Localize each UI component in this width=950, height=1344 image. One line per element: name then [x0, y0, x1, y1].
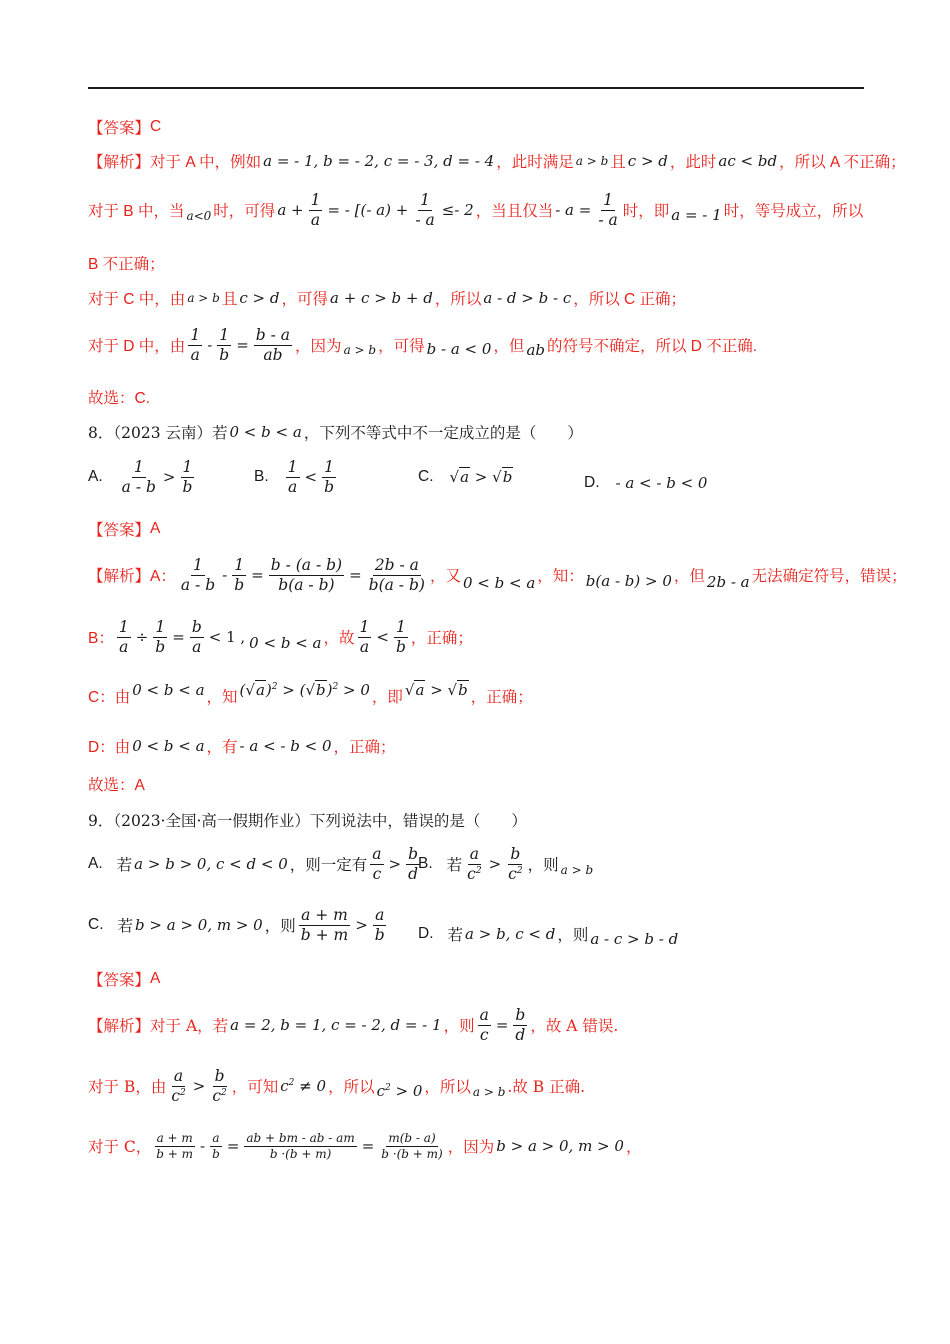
- q7-analysis-b: [88, 188, 890, 232]
- question-text: ，下列不等式中不一定成立的是（ ）: [303, 424, 583, 442]
- analysis-text: ，因为: [447, 1138, 495, 1156]
- analysis-text: 且: [610, 154, 626, 171]
- math-expr: $(√a)^2 > (√b)^2 > 0$: [239, 681, 370, 699]
- math-expr: b > a > 0, m > 0: [135, 916, 263, 935]
- math-expr: a +: [277, 201, 304, 219]
- math-expr: >: [192, 1077, 206, 1095]
- analysis-text: ，正确；: [410, 629, 473, 647]
- q8-option-b: [254, 458, 339, 496]
- option-text: 若: [116, 856, 133, 875]
- fraction: $\frac{1}{b}$: [182, 458, 193, 496]
- math-expr: >: [355, 916, 368, 935]
- math-expr: ≤- 2: [441, 201, 474, 219]
- fraction: $\frac{b}{c^2}$: [508, 845, 523, 883]
- math-expr: <: [304, 468, 318, 487]
- analysis-text: .故 B 正确.: [507, 1078, 586, 1096]
- analysis-label: D：: [88, 739, 115, 756]
- fraction: $\frac{1}{a}$: [118, 617, 129, 656]
- q8-analysis-a: [88, 550, 907, 600]
- analysis-label: B：: [88, 630, 114, 647]
- fraction: $\frac{a}{b}$: [374, 906, 385, 944]
- fraction: $\frac{1}{a}$: [287, 458, 298, 496]
- analysis-text: ，知：: [537, 567, 584, 585]
- math-expr: c > d: [627, 152, 668, 170]
- analysis-text: ，故 A 错误.: [530, 1017, 619, 1035]
- fraction: $\frac{1}{b}$: [155, 617, 166, 656]
- q8-option-a: [88, 458, 197, 496]
- q8-analysis-b: [88, 614, 890, 660]
- analysis-text: ，正确；: [470, 688, 533, 706]
- math-expr: ac < bd: [718, 152, 778, 170]
- math-expr: a > b > 0, c < d < 0: [134, 855, 288, 874]
- math-expr: 0 < b < a: [132, 737, 205, 755]
- answer-tag: 【答案】: [88, 522, 151, 539]
- fraction: $\frac{a}{c}$: [372, 845, 382, 883]
- option-label: B.: [254, 468, 269, 486]
- fraction: $\frac{1}{- a}$: [415, 190, 435, 229]
- q7-choose: [88, 386, 890, 408]
- option-label: C.: [88, 916, 104, 934]
- fraction: $\frac{ab + bm - ab - am}{b \cdot(b + m)}$: [246, 1131, 355, 1161]
- q8-option-d: [584, 474, 709, 492]
- math-expr: - a < - b < 0: [615, 474, 708, 492]
- analysis-text: ，此时: [669, 154, 717, 171]
- fraction: $\frac{1}{a}$: [359, 617, 370, 656]
- math-expr: a > b: [343, 343, 377, 357]
- question-text: 9．（2023·全国·高一假期作业）下列说法中，错误的是（ ）: [88, 812, 527, 830]
- q9-option-d: [418, 920, 680, 948]
- math-expr: b > a > 0, m > 0: [496, 1137, 624, 1155]
- fraction: $\frac{1}{a}$: [310, 190, 321, 229]
- analysis-text: 对于 D 中，由: [88, 338, 186, 355]
- analysis-text: 由: [114, 688, 131, 706]
- analysis-text: ，所以: [434, 291, 482, 308]
- analysis-text: 时，等号成立，所以: [723, 203, 864, 220]
- analysis-text: 无法确定符号，错误；: [751, 567, 907, 585]
- analysis-text: ，因为: [295, 338, 342, 355]
- answer-tag: 【答案】: [88, 120, 151, 137]
- math-expr: -: [200, 1137, 206, 1155]
- analysis-text: ，则: [443, 1017, 475, 1035]
- analysis-text: 且: [221, 291, 238, 308]
- math-expr: >: [162, 468, 176, 487]
- fraction: $\frac{b - (a - b)}{b(a - b)}$: [270, 555, 343, 594]
- math-expr: a + c > b + d: [329, 289, 433, 307]
- fraction: $\frac{1}{- a}$: [598, 190, 618, 229]
- analysis-text: 对于 A，若: [150, 1017, 229, 1035]
- fraction: $\frac{b}{d}$: [515, 1005, 526, 1044]
- option-label: A.: [88, 855, 103, 873]
- fraction: $\frac{b}{a}$: [191, 617, 202, 656]
- math-expr: a > b: [187, 291, 220, 305]
- q9-stem: [88, 809, 890, 831]
- option-label: D.: [418, 925, 434, 942]
- choose-text: 故选：A: [88, 777, 145, 794]
- option-label: B.: [418, 855, 433, 873]
- fraction: $\frac{1}{a - b}$: [180, 555, 216, 594]
- math-expr: a = 2, b = 1, c = - 2, d = - 1: [230, 1016, 442, 1034]
- q8-analysis-d: [88, 735, 890, 757]
- math-expr: a > b: [560, 863, 594, 878]
- fraction: $\frac{m(b - a)}{b \cdot(b + m)}$: [381, 1131, 443, 1161]
- math-expr: √a > √b: [449, 468, 513, 486]
- q7-analysis-d: [88, 322, 890, 368]
- math-expr: a = - 1, b = - 2, c = - 3, d = - 4: [263, 152, 495, 170]
- header-rule: [88, 87, 864, 89]
- q8-stem: [88, 421, 890, 443]
- option-text: ，则一定有: [289, 856, 368, 875]
- analysis-text: ，当且仅当: [475, 203, 554, 220]
- analysis-text: ，可得: [281, 291, 328, 308]
- math-expr: =: [251, 566, 264, 584]
- fraction: $\frac{b}{d}$: [408, 845, 419, 883]
- math-expr: =: [495, 1016, 509, 1034]
- analysis-text: ，但: [673, 567, 705, 585]
- fraction: $\frac{1}{b}$: [234, 555, 245, 594]
- math-expr: c > d: [239, 289, 280, 307]
- math-expr: a > b: [472, 1085, 506, 1099]
- fraction: $\frac{a + m}{b + m}$: [300, 906, 349, 944]
- math-expr: ab: [526, 341, 545, 359]
- q9-option-c: [88, 906, 390, 944]
- fraction: $\frac{1}{a}$: [190, 325, 201, 364]
- math-expr: b(a - b) > 0: [585, 572, 672, 590]
- analysis-text: ，可知: [231, 1078, 279, 1096]
- q9-answer-line: [88, 968, 890, 990]
- q9-option-b: [418, 845, 595, 883]
- q8-option-c: [418, 468, 515, 486]
- option-label: C.: [418, 468, 434, 485]
- fraction: $\frac{b - a}{ab}$: [255, 325, 291, 364]
- q7-answer-line: [88, 116, 890, 138]
- analysis-text: ，此时满足: [496, 154, 574, 171]
- q7-analysis-c: [88, 287, 890, 309]
- math-expr: = - [(- a) +: [327, 201, 409, 219]
- math-expr: $c^2 > 0$: [376, 1082, 423, 1100]
- math-expr: >: [388, 855, 402, 874]
- math-expr: a - c > b - d: [590, 930, 679, 948]
- math-expr: a > b: [575, 154, 609, 168]
- analysis-text: 的符号不确定，所以 D 不正确.: [546, 338, 758, 355]
- fraction: $\frac{1}{a - b}$: [121, 458, 156, 496]
- analysis-text: 对于 B，由: [88, 1078, 167, 1096]
- q8-choose: [88, 773, 890, 795]
- choose-text: 故选：C.: [88, 390, 151, 407]
- analysis-text: ，所以 C 正确；: [573, 291, 687, 308]
- analysis-tag: 【解析】: [88, 154, 151, 171]
- analysis-text: 时，即: [622, 203, 670, 220]
- analysis-text: ，即: [371, 688, 403, 706]
- fraction: $\frac{a}{b}$: [212, 1131, 220, 1161]
- option-text: 若: [446, 856, 463, 875]
- q9-analysis-b: [88, 1064, 890, 1108]
- math-expr: 0 < b < a: [249, 634, 322, 652]
- math-expr: - a =: [555, 201, 592, 219]
- option-text: ，则: [527, 856, 559, 875]
- analysis-text: ，所以: [328, 1078, 375, 1096]
- option-text: 若: [447, 926, 464, 944]
- answer-value: C: [150, 118, 162, 135]
- math-expr: $c^2 \ne 0$: [280, 1077, 327, 1095]
- math-expr: 2b - a: [706, 573, 750, 591]
- analysis-text: 对于 A 中，例如: [150, 154, 262, 171]
- math-expr: ÷: [135, 628, 149, 646]
- fraction: $\frac{a}{c^2}$: [467, 845, 482, 883]
- math-expr: <: [376, 628, 389, 646]
- q9-option-a: [88, 845, 423, 883]
- analysis-text: ，但: [493, 338, 525, 355]
- math-expr: =: [226, 1137, 240, 1155]
- analysis-text: ，故: [323, 629, 355, 647]
- analysis-tag: 【解析】: [88, 1018, 151, 1035]
- q7-analysis-b-cont: [88, 252, 890, 274]
- q9-analysis-a: [88, 1003, 890, 1047]
- math-expr: √a > √b: [404, 681, 468, 699]
- math-expr: a = - 1: [671, 206, 722, 224]
- math-expr: a<0: [186, 209, 212, 223]
- math-expr: < 1 ,: [208, 628, 246, 646]
- math-expr: =: [349, 566, 362, 584]
- fraction: $\frac{1}{b}$: [219, 325, 230, 364]
- analysis-text: ，正确；: [333, 738, 396, 756]
- analysis-text: ，: [625, 1138, 642, 1156]
- analysis-text: 对于 B 中，当: [88, 203, 185, 220]
- analysis-text: ，又: [429, 567, 461, 585]
- analysis-text: 对于 C，: [88, 1138, 152, 1156]
- math-expr: b - a < 0: [426, 340, 492, 358]
- fraction: $\frac{1}{b}$: [395, 617, 406, 656]
- fraction: $\frac{a + m}{b + m}$: [156, 1131, 194, 1161]
- option-text: ，则: [264, 917, 296, 936]
- math-expr: 0 < b < a: [132, 681, 205, 699]
- fraction: $\frac{a}{c^2}$: [171, 1066, 186, 1105]
- math-expr: >: [488, 855, 502, 874]
- fraction: $\frac{a}{c}$: [479, 1005, 489, 1044]
- math-expr: -: [207, 336, 213, 354]
- analysis-text: B 不正确；: [88, 256, 165, 273]
- analysis-label: A：: [150, 568, 176, 585]
- math-expr: =: [236, 336, 249, 354]
- math-expr: =: [361, 1137, 375, 1155]
- math-expr: a - d > b - c: [483, 289, 572, 307]
- q9-analysis-c: [88, 1124, 890, 1168]
- q8-answer-line: [88, 518, 890, 540]
- option-label: D.: [584, 474, 600, 491]
- fraction: $\frac{1}{b}$: [324, 458, 335, 496]
- option-text: 若: [117, 917, 134, 936]
- math-expr: - a < - b < 0: [239, 737, 332, 755]
- question-text: 8．（2023 云南）若: [88, 424, 228, 442]
- analysis-text: ，所以 A 不正确；: [779, 154, 906, 171]
- analysis-text: ，可得: [378, 338, 425, 355]
- analysis-text: ，有: [206, 738, 238, 756]
- q8-analysis-c: [88, 678, 890, 714]
- math-expr: =: [172, 628, 185, 646]
- analysis-tag: 【解析】: [88, 568, 151, 585]
- math-expr: 0 < b < a: [462, 574, 536, 592]
- analysis-text: 时，可得: [213, 203, 276, 220]
- analysis-label: C：: [88, 689, 115, 706]
- analysis-text: 由: [114, 738, 131, 756]
- analysis-text: ，所以: [424, 1078, 471, 1096]
- analysis-text: 对于 C 中，由: [88, 291, 186, 308]
- option-text: ，则: [557, 926, 589, 944]
- answer-value: A: [150, 970, 161, 987]
- q7-analysis-a: [88, 150, 906, 172]
- option-label: A.: [88, 468, 103, 486]
- math-expr: -: [222, 566, 228, 584]
- answer-tag: 【答案】: [88, 972, 151, 989]
- analysis-text: ，知: [206, 688, 238, 706]
- math-expr: a > b, c < d: [465, 925, 556, 943]
- fraction: $\frac{2b - a}{b(a - b)}$: [368, 555, 425, 594]
- answer-value: A: [150, 520, 161, 537]
- math-expr: 0 < b < a: [229, 423, 302, 441]
- fraction: $\frac{b}{c^2}$: [212, 1066, 227, 1105]
